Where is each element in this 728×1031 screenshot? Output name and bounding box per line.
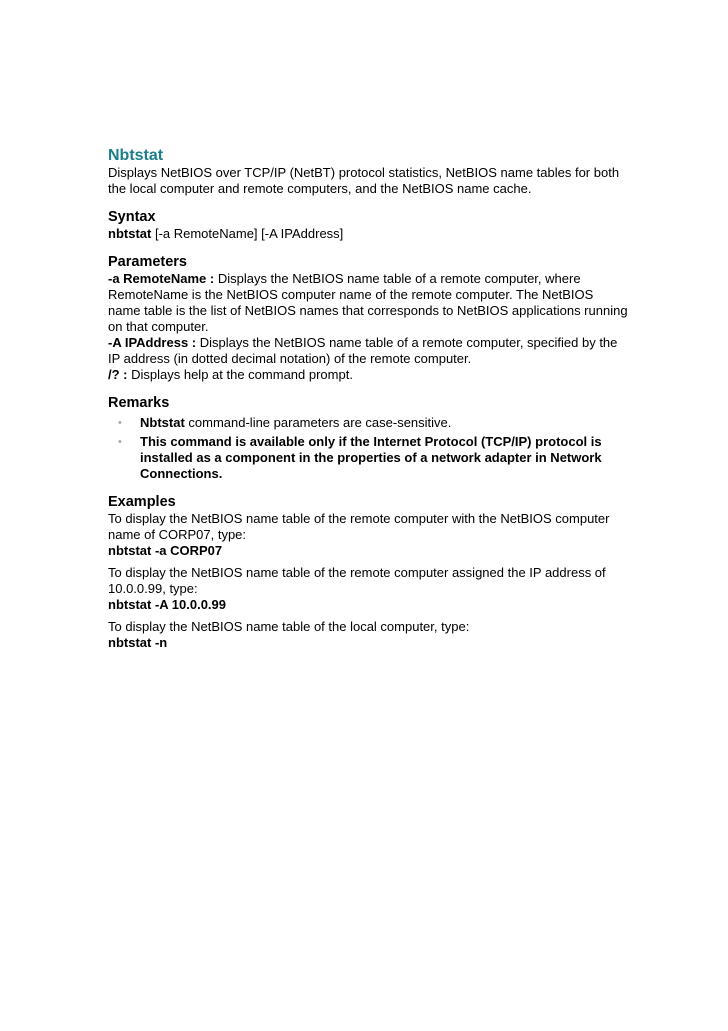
examples-section (108, 494, 628, 651)
remarks-list (108, 415, 628, 482)
example-command: nbtstat -a CORP07 (108, 543, 223, 558)
parameter-name: /? : (108, 367, 128, 382)
example-text: To display the NetBIOS name table of the remote computer assigned the IP address of 10.0.0.99, type: (108, 565, 606, 596)
syntax-line (108, 226, 628, 242)
bullet-icon: • (118, 417, 122, 429)
description: Displays NetBIOS over TCP/IP (NetBT) protocol statistics, NetBIOS name tables for both the local computer and remote computers, and the NetBIOS name cache. (108, 165, 620, 196)
example-item (108, 565, 628, 613)
remark-command: Nbtstat (140, 415, 185, 430)
syntax-heading: Syntax (108, 209, 156, 225)
syntax-section (108, 209, 628, 242)
page-title: Nbtstat (108, 147, 164, 164)
example-command: nbtstat -n (108, 635, 168, 650)
parameter-text: Displays help at the command prompt. (127, 367, 353, 382)
document-page (108, 146, 628, 651)
parameter-name: -A IPAddress : (108, 335, 197, 350)
example-command: nbtstat -A 10.0.0.99 (108, 597, 227, 612)
syntax-command: nbtstat (108, 226, 152, 241)
parameter-name: -a RemoteName : (108, 271, 215, 286)
parameters-heading: Parameters (108, 254, 187, 270)
parameters-section (108, 254, 628, 383)
syntax-args: [-a RemoteName] [-A IPAddress] (151, 226, 344, 241)
remark-item (108, 434, 628, 482)
parameter-text: Displays the NetBIOS name table of a remote computer, where RemoteName is the NetBIOS computer name of the remote computer. The NetBIOS name table is the list of NetBIOS names that corresponds to NetBIOS applications running on that computer. (108, 271, 628, 334)
example-item (108, 619, 628, 651)
parameter-item (108, 335, 628, 367)
examples-heading: Examples (108, 494, 176, 510)
remark-text: This command is available only if the Internet Protocol (TCP/IP) protocol is installed as a component in the properties of a network adapter in Network Connections. (140, 434, 602, 481)
bullet-icon: • (118, 436, 122, 448)
remarks-heading: Remarks (108, 395, 170, 411)
remarks-section (108, 395, 628, 482)
example-item (108, 511, 628, 559)
parameter-item (108, 367, 628, 383)
example-text: To display the NetBIOS name table of the local computer, type: (108, 619, 470, 634)
example-text: To display the NetBIOS name table of the remote computer with the NetBIOS computer name of CORP07, type: (108, 511, 610, 542)
remark-text: command-line parameters are case-sensitive. (184, 415, 452, 430)
parameter-item (108, 271, 628, 335)
remark-item (108, 415, 628, 431)
parameter-text: Displays the NetBIOS name table of a remote computer, specified by the IP address (in dotted decimal notation) of the remote computer. (108, 335, 618, 366)
